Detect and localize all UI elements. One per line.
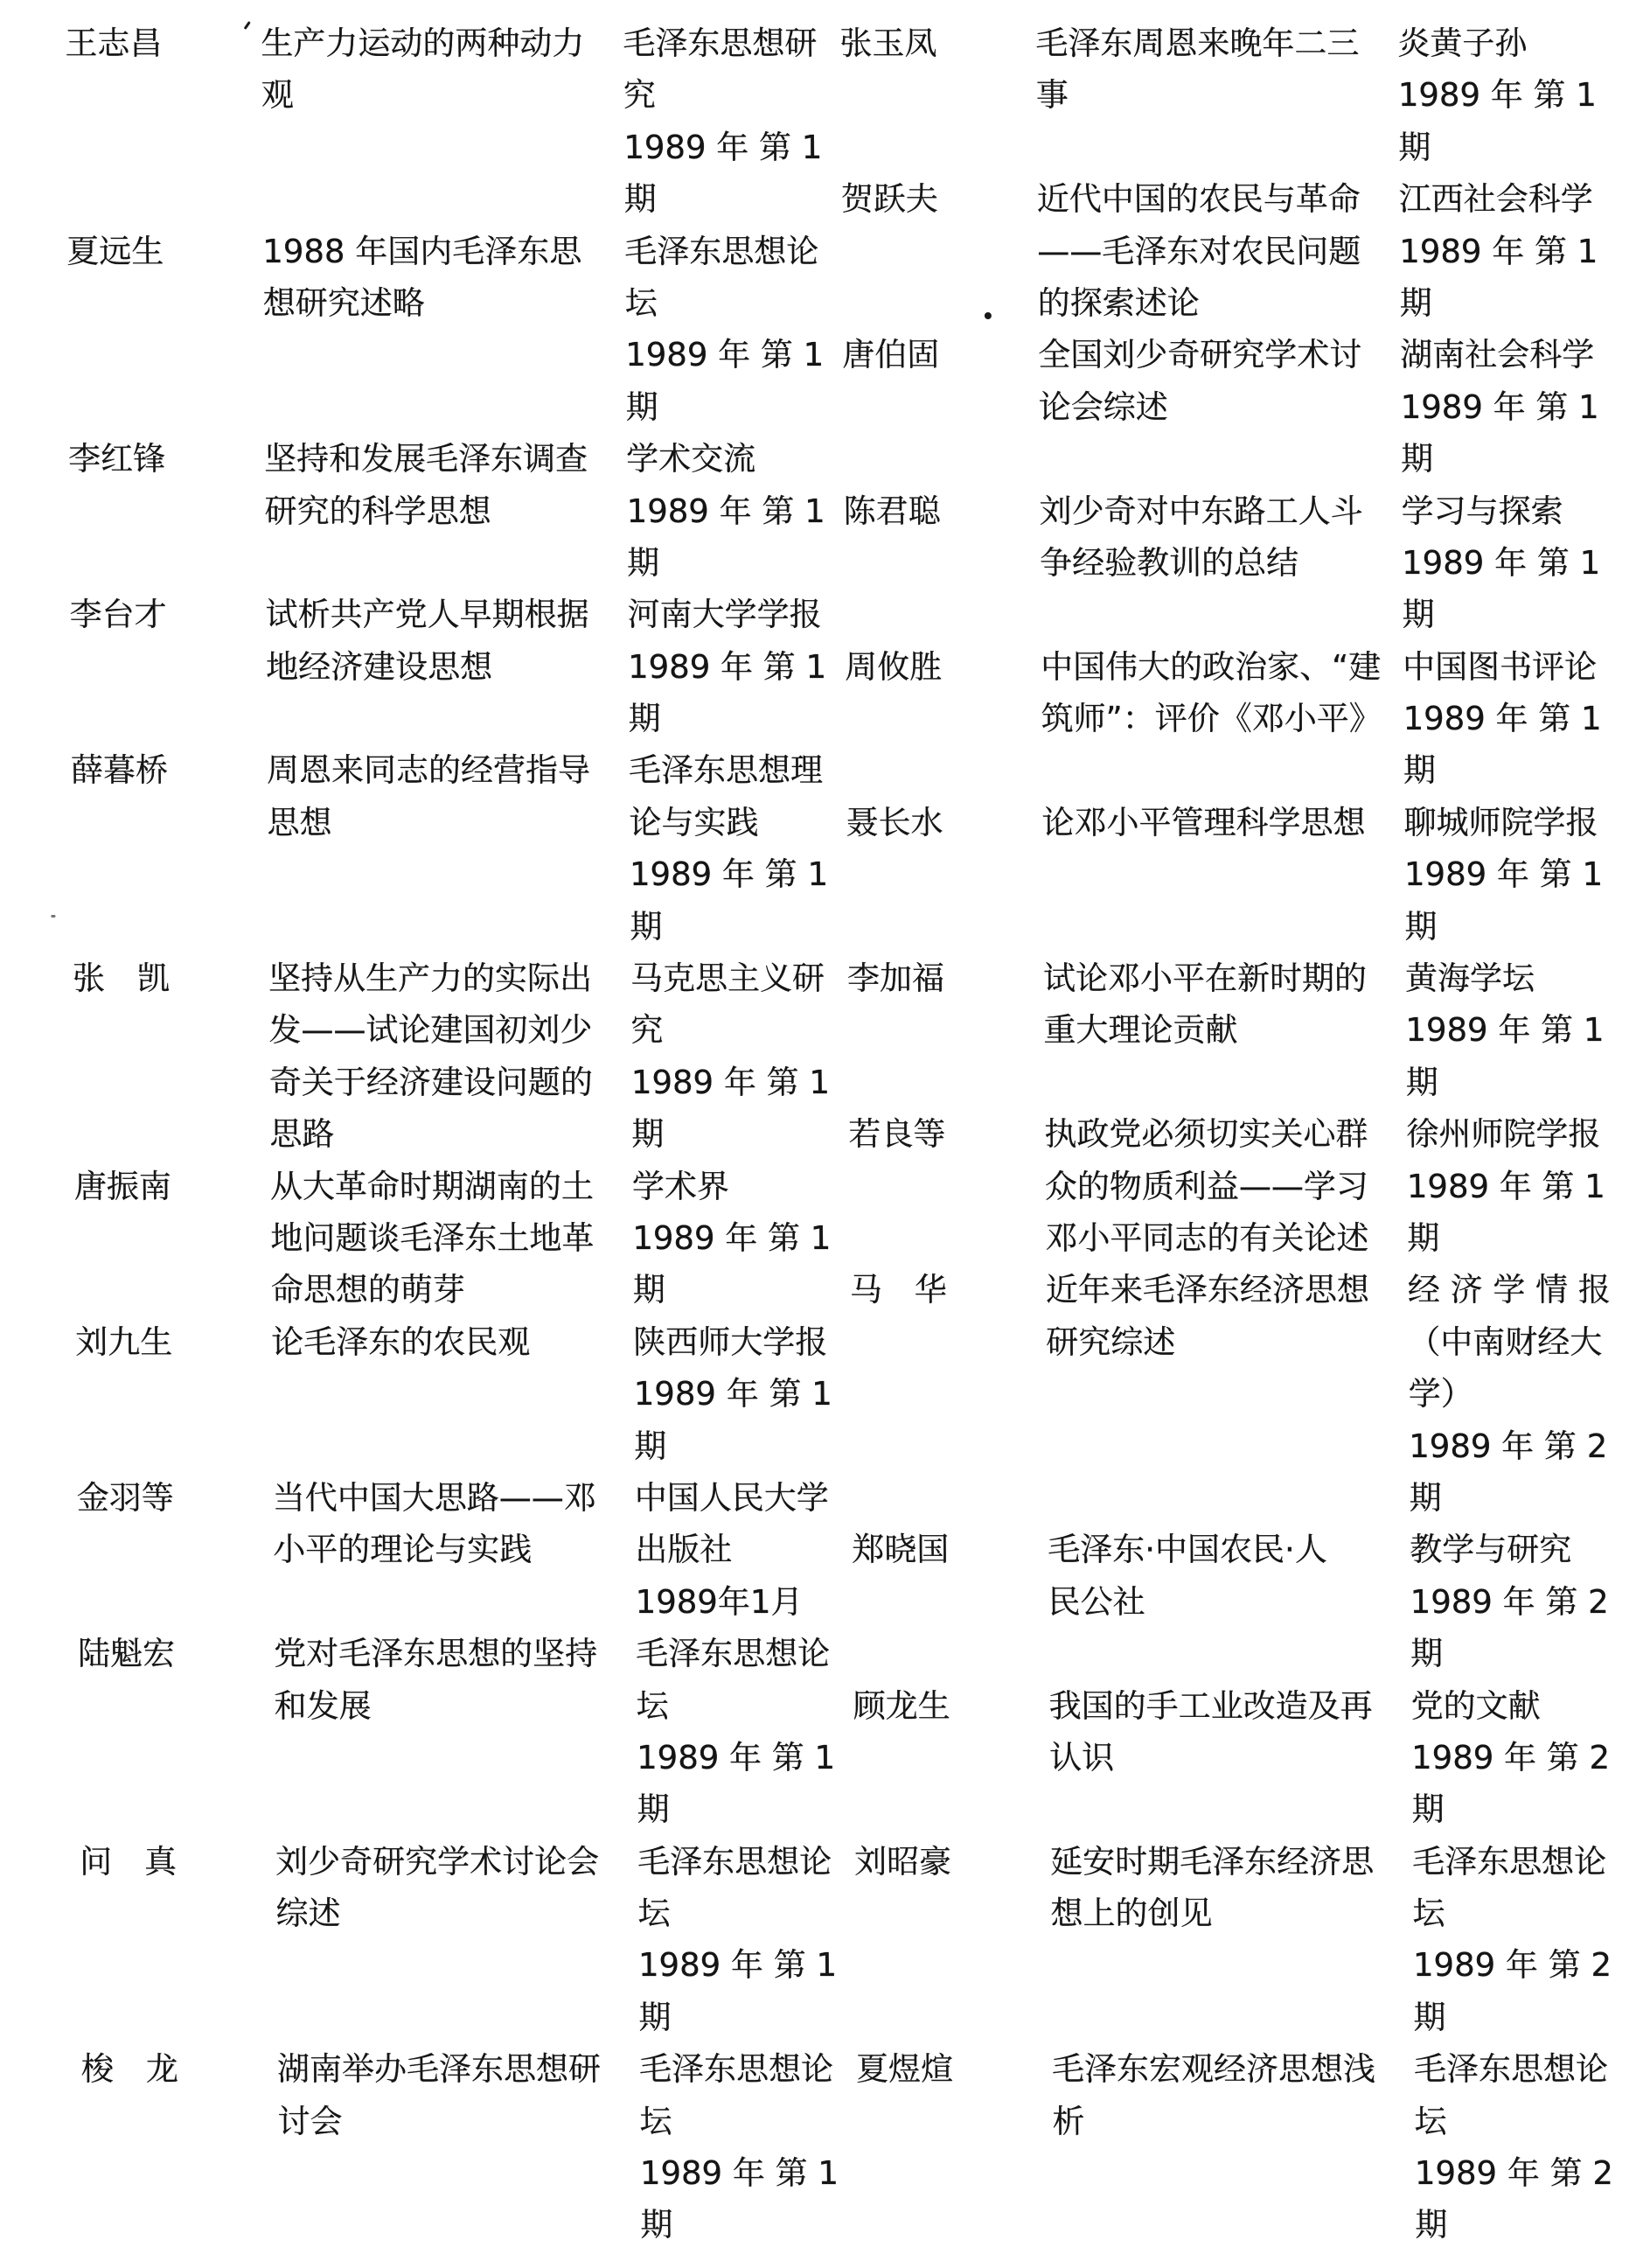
source-issue-line: 期 [1407,1218,1440,1257]
entry-author: 金羽等 [76,1478,174,1517]
entry-author: 王志昌 [65,24,163,62]
title-line: 1988 年国内毛泽东思 [262,232,582,270]
source-issue-line: 1989 年 第 2 [1409,1427,1608,1465]
source-journal-line: 坛 [624,283,658,322]
source-journal-line: （中南财经大 [1408,1322,1603,1361]
entry-source [638,2043,839,2251]
source-issue-line: 1989年1月 [635,1582,804,1621]
source-journal-line: 徐州师院学报 [1406,1115,1601,1154]
entry-title [1041,797,1367,848]
entry-title [1048,1680,1375,1784]
bibliography-entry [853,1680,1611,1836]
entry-source [630,953,831,1161]
source-journal-line: 河南大学学报 [627,596,822,634]
entry-source [1400,329,1599,485]
title-line: 毛泽东·中国农民·人 [1048,1531,1327,1569]
title-line: 的探索述论 [1037,283,1200,322]
entry-author: 郑晓国 [852,1531,950,1569]
title-line: 执政党必须切实关心群 [1044,1115,1368,1154]
bibliography-entry [78,1628,836,1836]
entry-title [274,1628,600,1732]
entry-title [1037,173,1363,329]
bibliography-entry [65,17,823,226]
title-line: 刘少奇对中东路工人斗 [1039,492,1363,530]
entry-title [265,589,591,693]
title-line: 论会综述 [1038,387,1168,426]
source-issue-line: 期 [630,907,663,946]
entry-author: 刘九生 [75,1322,173,1361]
entry-title [1044,1108,1370,1264]
source-issue-line: 期 [1402,596,1435,634]
source-issue-line: 期 [1410,1635,1444,1673]
bibliography-entry [75,1316,832,1472]
source-issue-line: 1989 年 第 1 [1400,387,1599,426]
entry-author: 周攸胜 [844,647,943,686]
title-line: 试析共产党人早期根据 [265,596,589,634]
entry-source [628,744,829,953]
source-issue-line: 1989 年 第 1 [625,336,825,374]
source-journal-line: 坛 [636,1686,669,1725]
source-journal-line: 经 济 学 情 报 [1407,1271,1612,1309]
title-line: 重大理论贡献 [1043,1011,1238,1050]
source-issue-line: 1989 年 第 1 [1403,855,1604,894]
title-line: 地经济建设思想 [265,647,493,686]
bibliography-entry [73,1161,832,1316]
scan-speck [51,915,55,918]
title-line: 想上的创见 [1050,1895,1213,1933]
entry-author: 夏煜煊 [855,2050,954,2089]
entry-source [624,226,825,434]
source-journal-line: 学术界 [631,1167,730,1205]
title-line: 众的物质利益——学习 [1044,1167,1369,1205]
title-line: 坚持从生产力的实际出 [268,960,593,998]
entry-title [270,1161,596,1316]
entry-title [262,226,588,330]
entry-source [627,589,827,744]
source-journal-line: 学） [1408,1375,1473,1413]
source-journal-line: 毛泽东思想论 [624,232,819,270]
entry-author: 李台才 [69,596,167,634]
source-journal-line: 学习与探索 [1401,492,1563,530]
title-line: 毛泽东周恩来晚年二三 [1035,24,1360,62]
entry-author: 张玉凤 [839,24,937,62]
source-issue-line: 期 [640,2206,673,2244]
title-line: 刘少奇研究学术讨论会 [275,1842,600,1881]
source-journal-line: 毛泽东思想论 [1411,1842,1607,1881]
entry-source [631,1161,832,1316]
title-line: 毛泽东宏观经济思想浅 [1051,2050,1376,2089]
entry-title [1050,1836,1376,1940]
title-line: 全国刘少奇研究学术讨 [1038,336,1362,374]
title-line: 事 [1035,76,1069,115]
entry-title [1046,1264,1372,1368]
source-journal-line: 中国图书评论 [1402,647,1598,686]
source-issue-line: 期 [626,543,660,582]
title-line: 生产力运动的两种动力 [261,24,585,62]
scan-speck [985,312,992,319]
bibliography-entry [852,1524,1609,1679]
source-issue-line: 1989 年 第 1 [632,1218,832,1257]
entry-source [1413,2043,1614,2251]
title-line: 论邓小平管理科学思想 [1041,803,1366,841]
entry-author: 李红锋 [68,440,166,478]
title-line: 地问题谈毛泽东土地革 [270,1218,595,1257]
source-journal-line: 湖南社会科学 [1400,336,1595,374]
bibliography-entry [846,953,1605,1108]
title-line: 延安时期毛泽东经济思 [1049,1842,1375,1881]
bibliography-entry [848,1108,1606,1264]
bibliography-entry [70,744,829,953]
entry-source [636,1628,836,1836]
title-line: 发——试论建国初刘少 [268,1011,593,1050]
entry-source [1398,173,1598,329]
entry-author: 薛暮桥 [70,751,169,790]
entry-source [637,1836,838,2044]
source-issue-line: 1989 年 第 1 [639,2154,839,2193]
bibliography-entry [842,329,1599,485]
title-line: 奇关于经济建设问题的 [268,1063,594,1101]
entry-title [1038,329,1364,433]
source-issue-line: 1989 年 第 2 [1414,2154,1614,2193]
title-line: 湖南举办毛泽东思想研 [276,2050,602,2089]
entry-title [1043,953,1369,1057]
source-journal-line: 毛泽东思想研 [623,24,818,62]
title-line: 邓小平同志的有关论述 [1045,1218,1369,1257]
entry-source [1404,953,1605,1108]
title-line: 析 [1052,2102,1085,2140]
entry-title [1048,1524,1374,1628]
source-journal-line: 毛泽东思想论 [638,2050,834,2089]
source-issue-line: 期 [1409,1478,1442,1517]
entry-author: 李加福 [846,960,945,998]
bibliography-entry [66,226,825,434]
title-line: 命思想的萌芽 [270,1271,466,1309]
source-issue-line: 期 [1404,907,1438,946]
left-column-set [65,17,839,2251]
title-line: 综述 [275,1895,341,1933]
title-line: 研究的科学思想 [264,492,491,530]
source-journal-line: 江西社会科学 [1398,180,1594,219]
entry-author: 梭 龙 [80,2050,179,2089]
bibliography-entry [844,641,1602,797]
source-issue-line: 1989 年 第 1 [629,855,829,894]
entry-title [275,1836,602,1940]
entry-source [626,433,825,589]
title-line: 当代中国大思路——邓 [272,1478,596,1517]
title-line: 论毛泽东的农民观 [271,1322,531,1361]
entry-title [271,1316,596,1368]
source-issue-line: 1989 年 第 1 [1399,232,1598,270]
entry-author: 贺跃夫 [840,180,939,219]
title-line: 党对毛泽东思想的坚持 [274,1635,598,1673]
entry-author: 马 华 [849,1271,947,1309]
entry-author: 聂长水 [846,803,943,841]
entry-source [1410,1524,1609,1679]
title-line: 民公社 [1048,1582,1145,1621]
title-line: 周恩来同志的经营指导 [266,751,591,790]
source-issue-line: 1989 年 第 1 [1406,1167,1606,1205]
entry-source [633,1316,832,1472]
title-line: 从大革命时期湖南的土 [269,1167,595,1205]
entry-title [277,2043,603,2147]
source-issue-line: 1989 年 第 2 [1410,1582,1609,1621]
source-journal-line: 陕西师大学报 [633,1322,828,1361]
title-line: 讨会 [277,2102,343,2140]
entry-source [1411,1836,1612,2044]
source-issue-line: 1989 年 第 2 [1412,1946,1612,1985]
entry-author: 唐伯固 [842,336,940,374]
entry-title [264,433,590,537]
source-journal-line: 出版社 [635,1531,733,1569]
bibliography-entry [853,1836,1612,2044]
entry-source [1410,1680,1611,1836]
source-issue-line: 期 [625,387,658,426]
source-issue-line: 期 [1411,1790,1445,1829]
source-journal-line: 坛 [1414,2102,1447,2140]
title-line: 和发展 [274,1686,372,1725]
source-issue-line: 1989 年 第 1 [1403,700,1602,738]
entry-author: 张 凯 [72,960,171,998]
source-journal-line: 学术交流 [626,440,756,478]
source-journal-line: 党的文献 [1410,1686,1541,1725]
source-journal-line: 聊城师院学报 [1403,803,1598,841]
source-journal-line: 教学与研究 [1410,1531,1572,1569]
entry-author: 刘昭豪 [853,1842,952,1881]
entry-source [1406,1108,1606,1264]
source-issue-line: 期 [1413,1998,1446,2036]
source-issue-line: 期 [1403,751,1437,790]
bibliography-entry [855,2043,1614,2251]
source-issue-line: 期 [628,700,661,738]
source-issue-line: 期 [631,1115,665,1154]
entry-title [1039,485,1365,590]
title-line: 思想 [267,803,332,841]
entry-source [1402,641,1602,797]
source-journal-line: 究 [623,76,657,115]
title-line: 研究综述 [1046,1322,1176,1361]
entry-source [1403,797,1604,953]
source-journal-line: 毛泽东思想论 [637,1842,832,1881]
source-journal-line: 黄海学坛 [1404,960,1535,998]
source-issue-line: 期 [632,1271,666,1309]
entry-title [1052,2043,1378,2147]
entry-author: 顾龙生 [853,1686,950,1725]
bibliography-entry [846,797,1604,953]
entry-author: 若良等 [848,1115,946,1154]
source-issue-line: 1989 年 第 2 [1410,1738,1611,1776]
entry-title [267,744,593,848]
entry-source [1397,17,1598,173]
entry-source [635,1472,830,1628]
entry-source [1401,485,1601,641]
bibliography-entry [79,1836,838,2044]
bibliography-entry [839,17,1598,173]
title-line: 近年来毛泽东经济思想 [1045,1271,1370,1309]
entry-title [261,17,587,122]
bibliography-entry [849,1264,1612,1524]
bibliography-entry [843,485,1601,641]
title-line: 想研究述略 [262,283,425,322]
source-issue-line: 期 [637,1790,670,1829]
source-issue-line: 1989 年 第 1 [626,492,825,530]
source-issue-line: 期 [638,1998,672,2036]
source-issue-line: 期 [1399,283,1432,322]
entry-author: 唐振南 [73,1167,172,1205]
title-line: 我国的手工业改造及再 [1048,1686,1373,1725]
entry-title [268,953,595,1161]
source-journal-line: 究 [630,1011,664,1050]
source-issue-line: 1989 年 第 1 [633,1375,832,1413]
title-line: 坚持和发展毛泽东调查 [264,440,588,478]
title-line: 认识 [1048,1738,1115,1776]
source-issue-line: 1989 年 第 1 [623,128,823,166]
source-journal-line: 炎黄子孙 [1397,24,1528,62]
source-journal-line: 中国人民大学 [634,1478,829,1517]
source-issue-line: 期 [623,180,658,219]
source-issue-line: 期 [1405,1063,1439,1101]
entry-author: 陈君聪 [843,492,941,530]
source-journal-line: 毛泽东思想论 [636,1635,831,1673]
source-issue-line: 1989 年 第 1 [636,1738,836,1776]
entry-title [1040,641,1382,745]
title-line: 小平的理论与实践 [273,1531,533,1569]
entry-source [1407,1264,1612,1524]
title-line: 思路 [269,1115,335,1154]
source-journal-line: 坛 [639,2102,672,2140]
title-line: 筑师”：评价《邓小平》 [1041,700,1382,738]
source-issue-line: 1989 年 第 1 [1397,76,1598,115]
source-journal-line: 坛 [1412,1895,1445,1933]
source-journal-line: 毛泽东思想论 [1413,2050,1609,2089]
bibliography-entry [68,433,825,589]
title-line: ——毛泽东对农民问题 [1037,232,1361,270]
source-issue-line: 期 [1401,440,1434,478]
entry-author: 问 真 [79,1842,178,1881]
bibliography-entry [80,2043,839,2251]
title-line: 中国伟大的政治家、“建 [1040,647,1382,686]
source-issue-line: 1989 年 第 1 [1405,1011,1605,1050]
entry-title [1035,17,1361,122]
bibliography-entry [72,953,831,1161]
source-journal-line: 毛泽东思想理 [628,751,824,790]
bibliography-entry [840,173,1598,329]
source-journal-line: 坛 [637,1895,671,1933]
title-line: 试论邓小平在新时期的 [1042,960,1368,998]
source-issue-line: 1989 年 第 1 [1401,543,1601,582]
source-issue-line: 1989 年 第 1 [637,1946,838,1985]
title-line: 争经验教训的总结 [1039,543,1299,582]
right-column-set [839,17,1614,2251]
bibliography-entry [69,589,827,744]
source-issue-line: 期 [1398,128,1431,166]
entry-source [623,17,823,226]
entry-title [273,1472,599,1576]
source-issue-line: 期 [634,1427,667,1465]
entry-author: 夏远生 [66,232,164,270]
source-issue-line: 期 [1415,2206,1448,2244]
source-issue-line: 1989 年 第 1 [627,647,827,686]
title-line: 近代中国的农民与革命 [1036,180,1361,219]
source-issue-line: 1989 年 第 1 [630,1063,831,1101]
source-journal-line: 马克思主义研 [630,960,825,998]
entry-author: 陆魁宏 [78,1635,176,1673]
title-line: 观 [261,76,295,115]
bibliography-entry [77,1472,830,1628]
source-journal-line: 论与实践 [629,803,759,841]
